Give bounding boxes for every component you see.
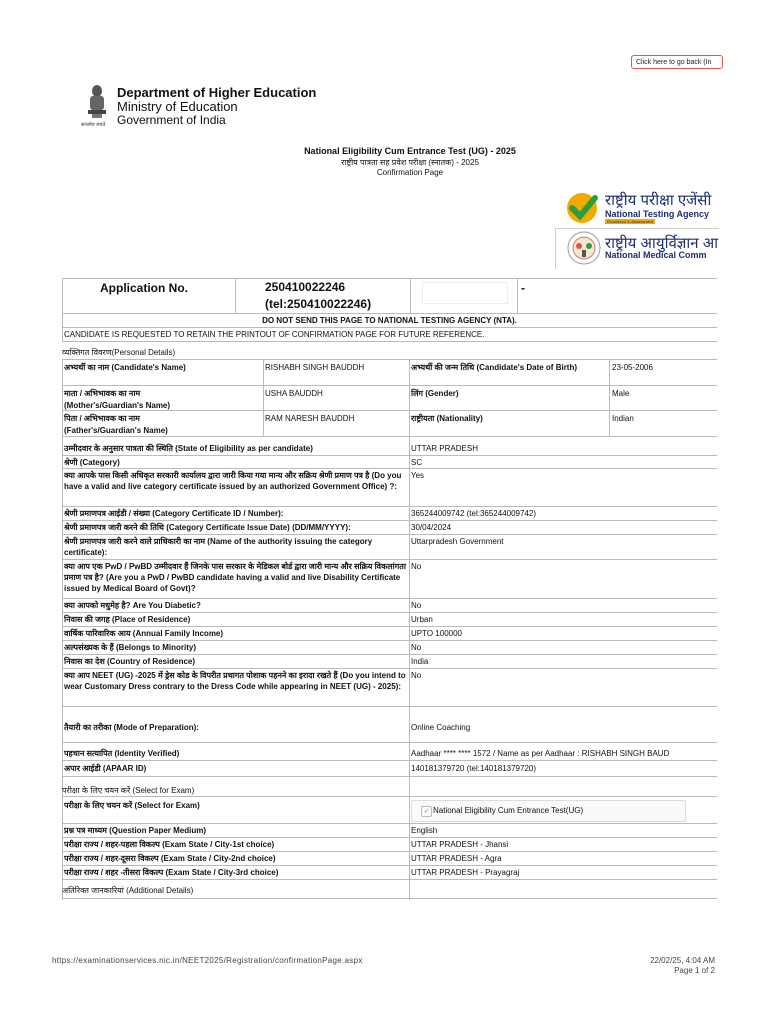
nmc-name: National Medical Comm <box>605 250 707 260</box>
dob-value: 23-05-2006 <box>612 363 653 372</box>
grid-divider <box>263 359 264 436</box>
row-label: प्रश्न पत्र माध्यम (Question Paper Medium) <box>64 826 207 835</box>
father-label: पिता / अभिभावक का नाम <box>64 414 140 423</box>
nta-tagline: Excellence in Assessment <box>607 219 654 224</box>
nmc-logo-icon <box>567 231 601 265</box>
row-value: 30/04/2024 <box>411 523 452 532</box>
row-border <box>62 879 717 880</box>
section-border <box>62 898 717 899</box>
row-value: No <box>411 562 422 571</box>
row-border <box>62 436 717 437</box>
row-border <box>62 776 717 777</box>
table-border <box>62 341 717 342</box>
row-label: परीक्षा राज्य / शहर-दूसरा विकल्प (Exam State / City-2nd choice) <box>64 854 276 863</box>
exam-option-box[interactable] <box>411 800 686 822</box>
row-label: अपार आईडी (APAAR ID) <box>64 764 147 773</box>
row-border <box>62 455 717 456</box>
row-label: उम्मीदवार के अनुसार पात्रता की स्थिति (State of Eligibility as per candidate) <box>64 444 313 453</box>
table-divider <box>517 278 518 313</box>
row-label: क्या आप NEET (UG) -2025 में ड्रेस कोड के विपरीत प्रथागत पोशाक पहनने का इरादा रखते हैं (Do you intend to wear Customary Dress contrary to the Dress Code while appearing in NEET (UG) - 2025): <box>64 671 406 691</box>
row-border <box>62 823 717 824</box>
gender-value: Male <box>612 389 630 398</box>
row-label: श्रेणी प्रमाणपत्र आईडी / संख्या (Category Certificate ID / Number): <box>64 509 284 518</box>
row-value: Aadhaar **** **** 1572 / Name as per Aadhaar : RISHABH SINGH BAUD <box>411 749 670 758</box>
nationality-value: Indian <box>612 414 634 423</box>
exam-option-label: National Eligibility Cum Entrance Test(UG) <box>433 806 584 815</box>
row-value: UTTAR PRADESH - Prayagraj <box>411 868 520 877</box>
table-border <box>62 327 717 328</box>
table-divider <box>235 278 236 313</box>
row-border <box>62 506 717 507</box>
row-label: तैयारी का तरीका (Mode of Preparation): <box>64 723 199 732</box>
row-label: निवास की जगह (Place of Residence) <box>64 615 191 624</box>
row-border <box>62 865 717 866</box>
row-label: क्या आप एक PwD / PwBD उम्मीदवार हैं जिनके पास सरकार के मेडिकल बोर्ड द्वारा जारी मान्य और सक्रिय विकलांगता प्रमाण पत्र है? (Are you a PwD / PwBD candidate having a valid and live Disability Certificate issued by Medical Board of Govt)? <box>64 562 406 593</box>
row-border <box>62 598 717 599</box>
nmc-name-hindi: राष्ट्रीय आयुर्विज्ञान आ <box>605 235 719 252</box>
ministry-title: Ministry of Education <box>117 99 238 114</box>
print-date: 22/02/25, 4:04 AM <box>650 956 715 965</box>
exam-title: National Eligibility Cum Entrance Test (UG) - 2025 <box>304 146 516 156</box>
row-value: UTTAR PRADESH <box>411 444 478 453</box>
father-value: RAM NARESH BAUDDH <box>265 414 355 423</box>
row-value: No <box>411 601 422 610</box>
national-emblem-icon <box>84 83 110 121</box>
section-border <box>62 359 717 360</box>
checkbox-checked-icon[interactable]: ✓ <box>421 806 432 817</box>
row-border <box>62 742 717 743</box>
government-title: Government of India <box>117 113 226 127</box>
row-value: Online Coaching <box>411 723 471 732</box>
mother-label: माता / अभिभावक का नाम <box>64 389 141 398</box>
name-label: अभ्यर्थी का नाम (Candidate's Name) <box>64 363 186 372</box>
row-value: SC <box>411 458 423 467</box>
application-number: 250410022246 <box>265 280 346 294</box>
grid-divider <box>609 359 610 436</box>
exam-title-hindi: राष्ट्रीय पात्रता सह प्रवेश परीक्षा (स्नातक) - 2025 <box>341 158 479 167</box>
exam-select-label: परीक्षा के लिए चयन करें (Select for Exam) <box>64 801 200 810</box>
table-border-top <box>62 278 717 279</box>
back-button[interactable]: Click here to go back (In <box>631 55 723 69</box>
row-border <box>62 706 717 707</box>
mother-label-en: (Mother's/Guardian's Name) <box>64 401 171 410</box>
row-label: वार्षिक पारिवारिक आय (Annual Family Income) <box>64 629 224 638</box>
row-border <box>62 654 717 655</box>
father-label-en: (Father's/Guardian's Name) <box>64 426 168 435</box>
dob-label: अभ्यर्थी की जन्म तिथि (Candidate's Date of Birth) <box>411 363 578 372</box>
page-title: Confirmation Page <box>376 168 444 177</box>
section-additional: अतिरिक्त जानकारियां (Additional Details) <box>62 886 194 895</box>
row-border <box>62 612 717 613</box>
section-personal: व्यक्तिगत विवरण(Personal Details) <box>62 348 176 357</box>
row-border <box>62 640 717 641</box>
photo-box <box>422 282 508 304</box>
row-label: श्रेणी प्रमाणपत्र जारी करने वाले प्राधिकारी का नाम (Name of the authority issuing the category certificate): <box>64 537 373 557</box>
department-title: Department of Higher Education <box>117 85 317 100</box>
row-value: UPTO 100000 <box>411 629 462 638</box>
row-label: अल्पसंख्यक के हैं (Belongs to Minority) <box>64 643 197 652</box>
row-border <box>62 410 717 411</box>
row-value: Uttarpradesh Government <box>411 537 504 546</box>
row-border <box>62 626 717 627</box>
nta-logo-icon <box>565 192 601 224</box>
page-number: Page 1 of 2 <box>674 966 715 975</box>
no-send-notice: DO NOT SEND THIS PAGE TO NATIONAL TESTING AGENCY (NTA). <box>262 316 517 325</box>
row-label: पहचान सत्यापित (Identity Verified) <box>64 749 180 758</box>
row-value: No <box>411 671 422 680</box>
row-value: 365244009742 (tel:365244009742) <box>411 509 537 518</box>
row-border <box>62 559 717 560</box>
section-border <box>62 796 717 797</box>
row-border <box>62 468 717 469</box>
row-value: Urban <box>411 615 433 624</box>
row-border <box>62 851 717 852</box>
row-label: श्रेणी (Category) <box>64 458 120 467</box>
row-value: No <box>411 643 422 652</box>
grid-divider <box>409 359 410 900</box>
name-value: RISHABH SINGH BAUDDH <box>265 363 365 372</box>
table-border <box>62 313 717 314</box>
row-label: निवास का देश (Country of Residence) <box>64 657 196 666</box>
page-url: https://examinationservices.nic.in/NEET2025/Registration/confirmationPage.aspx <box>52 956 363 965</box>
row-value: English <box>411 826 438 835</box>
mother-value: USHA BAUDDH <box>265 389 323 398</box>
application-dash: - <box>521 281 525 295</box>
row-label: परीक्षा राज्य / शहर-पहला विकल्प (Exam State / City-1st choice) <box>64 840 275 849</box>
gender-label: लिंग (Gender) <box>411 389 459 398</box>
row-label: परीक्षा राज्य / शहर -तीसरा विकल्प (Exam State / City-3rd choice) <box>64 868 279 877</box>
table-divider <box>410 278 411 313</box>
application-tel: (tel:250410022246) <box>265 297 372 311</box>
row-border <box>62 837 717 838</box>
row-label: क्या आपके पास किसी अधिकृत सरकारी कार्यालय द्वारा जारी किया गया मान्य और सक्रिय श्रेणी प्रमाण पत्र है (Do you have a valid and live category certificate issued by an authorized Government Office) ?: <box>64 471 402 491</box>
application-label: Application No. <box>100 281 188 295</box>
row-border <box>62 385 717 386</box>
row-border <box>62 534 717 535</box>
row-value: UTTAR PRADESH - Jhansi <box>411 840 509 849</box>
row-label: क्या आपको मधुमेह है? Are You Diabetic? <box>64 601 201 610</box>
row-value: 140181379720 (tel:140181379720) <box>411 764 537 773</box>
nta-name: National Testing Agency <box>605 209 710 219</box>
row-label: श्रेणी प्रमाणपत्र जारी करने की तिथि (Category Certificate Issue Date) (DD/MM/YYYY): <box>64 523 351 532</box>
row-value: UTTAR PRADESH - Agra <box>411 854 502 863</box>
row-value: Yes <box>411 471 425 480</box>
nationality-label: राष्ट्रीयता (Nationality) <box>411 414 483 423</box>
row-value: India <box>411 657 429 666</box>
retain-notice: CANDIDATE IS REQUESTED TO RETAIN THE PRINTOUT OF CONFIRMATION PAGE FOR FUTURE REFERENCE. <box>64 330 485 339</box>
table-border-left <box>62 278 63 342</box>
emblem-caption: सत्यमेव जयते <box>81 122 106 128</box>
section-exam: परीक्षा के लिए चयन करें (Select for Exam) <box>62 786 195 795</box>
nta-name-hindi: राष्ट्रीय परीक्षा एजेंसी <box>605 192 712 209</box>
grid-divider <box>62 359 63 900</box>
row-border <box>62 520 717 521</box>
row-border <box>62 668 717 669</box>
row-border <box>62 760 717 761</box>
